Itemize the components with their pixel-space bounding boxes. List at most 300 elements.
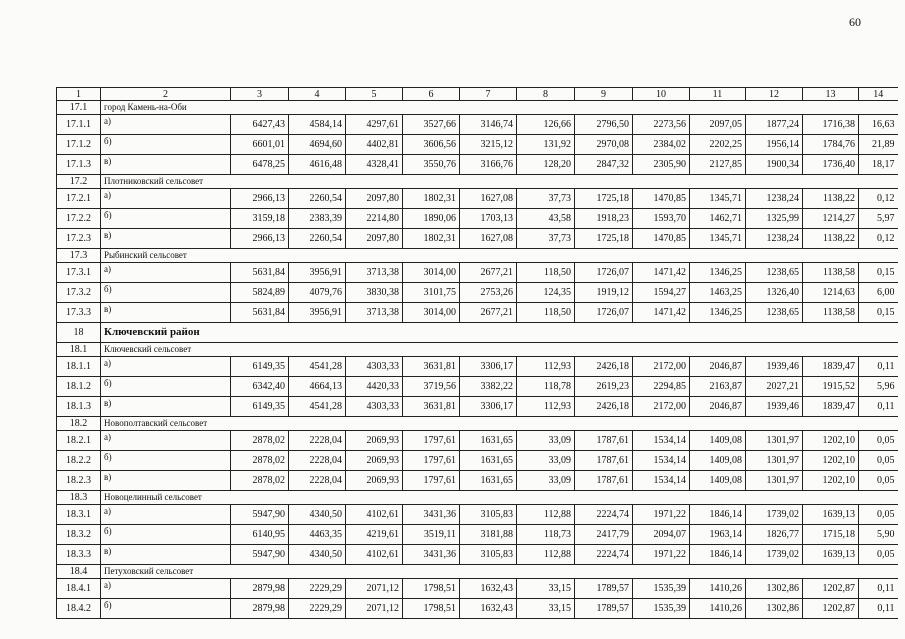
settlement-row [57,565,898,579]
value-cell: 1534,14 [633,431,690,451]
value-cell: 3215,12 [460,135,517,155]
value-cell: 3306,17 [460,357,517,377]
settlement-name: Ключевский сельсовет [101,343,898,357]
value-cell: 124,35 [517,283,575,303]
table-row [57,357,898,377]
value-cell: 1471,42 [633,263,690,283]
value-cell: 3431,36 [403,545,460,565]
row-variant-label: а) [101,189,231,209]
row-code: 17.2.1 [57,189,101,209]
value-cell: 1409,08 [690,471,746,491]
row-code: 17.1 [57,101,101,115]
value-cell: 118,50 [517,303,575,323]
value-cell: 4402,81 [346,135,403,155]
value-cell: 1202,10 [803,471,859,491]
value-cell: 2273,56 [633,115,690,135]
row-variant-label: а) [101,115,231,135]
value-cell: 1787,61 [575,471,633,491]
row-code: 18.1.3 [57,397,101,417]
value-cell: 2305,90 [633,155,690,175]
value-cell: 2879,98 [231,599,289,619]
value-cell: 0,12 [859,229,898,249]
value-cell: 4102,61 [346,545,403,565]
value-cell: 1839,47 [803,397,859,417]
value-cell: 37,73 [517,189,575,209]
row-code: 18.1.1 [57,357,101,377]
value-cell: 1915,52 [803,377,859,397]
column-header: 3 [231,88,289,101]
value-cell: 1534,14 [633,451,690,471]
value-cell: 6478,25 [231,155,289,175]
row-code: 18.4.1 [57,579,101,599]
table-row [57,431,898,451]
value-cell: 2426,18 [575,357,633,377]
value-cell: 33,15 [517,599,575,619]
value-cell: 1302,86 [746,579,803,599]
value-cell: 2224,74 [575,505,633,525]
value-cell: 2847,32 [575,155,633,175]
value-cell: 1736,40 [803,155,859,175]
value-cell: 1784,76 [803,135,859,155]
value-cell: 1632,43 [460,599,517,619]
value-cell: 2619,23 [575,377,633,397]
table-row [57,115,898,135]
value-cell: 1410,26 [690,599,746,619]
table-row [57,599,898,619]
district-name: Ключевский район [101,323,898,343]
column-header: 10 [633,88,690,101]
value-cell: 5,96 [859,377,898,397]
row-code: 17.1.2 [57,135,101,155]
value-cell: 1345,71 [690,229,746,249]
value-cell: 1725,18 [575,229,633,249]
table-row [57,135,898,155]
row-code: 17.2.3 [57,229,101,249]
value-cell: 1919,12 [575,283,633,303]
table-row [57,451,898,471]
settlement-name: Петуховский сельсовет [101,565,898,579]
value-cell: 3306,17 [460,397,517,417]
row-variant-label: б) [101,135,231,155]
row-variant-label: в) [101,545,231,565]
column-header: 14 [859,88,898,101]
value-cell: 2966,13 [231,229,289,249]
value-cell: 5,97 [859,209,898,229]
value-cell: 1631,65 [460,451,517,471]
value-cell: 33,15 [517,579,575,599]
value-cell: 0,11 [859,357,898,377]
value-cell: 1346,25 [690,303,746,323]
value-cell: 1846,14 [690,505,746,525]
value-cell: 2046,87 [690,357,746,377]
header-row [57,88,898,101]
value-cell: 0,12 [859,189,898,209]
page-number: 60 [849,15,861,29]
value-cell: 1138,58 [803,263,859,283]
row-variant-label: а) [101,263,231,283]
value-cell: 2069,93 [346,471,403,491]
value-cell: 4340,50 [289,545,346,565]
settlement-row [57,101,898,115]
value-cell: 2260,54 [289,189,346,209]
row-variant-label: в) [101,155,231,175]
value-cell: 1787,61 [575,451,633,471]
value-cell: 4079,76 [289,283,346,303]
value-cell: 2878,02 [231,471,289,491]
value-cell: 33,09 [517,451,575,471]
value-cell: 1138,22 [803,229,859,249]
value-cell: 1726,07 [575,263,633,283]
value-cell: 43,58 [517,209,575,229]
value-cell: 4616,48 [289,155,346,175]
value-cell: 2097,80 [346,189,403,209]
value-cell: 1627,08 [460,229,517,249]
value-cell: 2229,29 [289,599,346,619]
value-cell: 1534,14 [633,471,690,491]
value-cell: 1138,22 [803,189,859,209]
value-cell: 2384,02 [633,135,690,155]
value-cell: 1345,71 [690,189,746,209]
value-cell: 1470,85 [633,229,690,249]
value-cell: 2878,02 [231,431,289,451]
table-row [57,283,898,303]
row-variant-label: а) [101,579,231,599]
value-cell: 0,05 [859,505,898,525]
value-cell: 2071,12 [346,579,403,599]
value-cell: 1594,27 [633,283,690,303]
value-cell: 1956,14 [746,135,803,155]
value-cell: 3166,76 [460,155,517,175]
value-cell: 3014,00 [403,263,460,283]
value-cell: 2069,93 [346,451,403,471]
column-header: 1 [57,88,101,101]
row-variant-label: в) [101,471,231,491]
row-code: 17.2.2 [57,209,101,229]
value-cell: 37,73 [517,229,575,249]
value-cell: 1798,51 [403,579,460,599]
table-row [57,525,898,545]
value-cell: 112,93 [517,397,575,417]
value-cell: 6,00 [859,283,898,303]
value-cell: 3159,18 [231,209,289,229]
value-cell: 1971,22 [633,505,690,525]
column-header: 8 [517,88,575,101]
value-cell: 2071,12 [346,599,403,619]
value-cell: 2097,05 [690,115,746,135]
value-cell: 2879,98 [231,579,289,599]
value-cell: 1918,23 [575,209,633,229]
value-cell: 2069,93 [346,431,403,451]
settlement-row [57,249,898,263]
value-cell: 1238,65 [746,263,803,283]
value-cell: 3956,91 [289,263,346,283]
value-cell: 1202,10 [803,451,859,471]
value-cell: 1326,40 [746,283,803,303]
value-cell: 0,05 [859,471,898,491]
value-cell: 1301,97 [746,451,803,471]
value-cell: 1471,42 [633,303,690,323]
value-cell: 1846,14 [690,545,746,565]
row-code: 18.3.3 [57,545,101,565]
value-cell: 2094,07 [633,525,690,545]
value-cell: 33,09 [517,431,575,451]
value-cell: 0,05 [859,451,898,471]
value-cell: 6601,01 [231,135,289,155]
value-cell: 118,50 [517,263,575,283]
value-cell: 33,09 [517,471,575,491]
value-cell: 3631,81 [403,397,460,417]
value-cell: 0,05 [859,431,898,451]
value-cell: 1939,46 [746,397,803,417]
table-row [57,397,898,417]
value-cell: 1301,97 [746,431,803,451]
value-cell: 3146,74 [460,115,517,135]
value-cell: 2426,18 [575,397,633,417]
table-row [57,303,898,323]
value-cell: 128,20 [517,155,575,175]
row-variant-label: а) [101,505,231,525]
value-cell: 1725,18 [575,189,633,209]
value-cell: 1302,86 [746,599,803,619]
value-cell: 1739,02 [746,545,803,565]
value-cell: 1410,26 [690,579,746,599]
value-cell: 2417,79 [575,525,633,545]
value-cell: 3105,83 [460,545,517,565]
column-header: 13 [803,88,859,101]
column-header: 6 [403,88,460,101]
value-cell: 1409,08 [690,431,746,451]
value-cell: 1325,99 [746,209,803,229]
settlement-row [57,175,898,189]
row-variant-label: в) [101,397,231,417]
value-cell: 4541,28 [289,397,346,417]
settlement-name: Новоцелинный сельсовет [101,491,898,505]
value-cell: 1463,25 [690,283,746,303]
column-header: 7 [460,88,517,101]
value-cell: 2878,02 [231,451,289,471]
value-cell: 2228,04 [289,471,346,491]
value-cell: 2224,74 [575,545,633,565]
value-cell: 3713,38 [346,263,403,283]
row-variant-label: б) [101,377,231,397]
row-code: 18.3 [57,491,101,505]
table-row [57,263,898,283]
value-cell: 1639,13 [803,505,859,525]
district-row [57,323,898,343]
value-cell: 4219,61 [346,525,403,545]
value-cell: 1971,22 [633,545,690,565]
row-code: 18.2 [57,417,101,431]
value-cell: 2172,00 [633,357,690,377]
column-header: 5 [346,88,403,101]
settlement-row [57,417,898,431]
value-cell: 1238,24 [746,229,803,249]
row-code: 17.2 [57,175,101,189]
row-code: 17.1.1 [57,115,101,135]
row-variant-label: в) [101,229,231,249]
value-cell: 1535,39 [633,599,690,619]
table-row [57,229,898,249]
value-cell: 2214,80 [346,209,403,229]
value-cell: 2097,80 [346,229,403,249]
value-cell: 4328,41 [346,155,403,175]
value-cell: 3431,36 [403,505,460,525]
value-cell: 1462,71 [690,209,746,229]
value-cell: 0,11 [859,397,898,417]
value-cell: 3105,83 [460,505,517,525]
row-code: 18.2.2 [57,451,101,471]
value-cell: 4303,33 [346,397,403,417]
value-cell: 4664,13 [289,377,346,397]
value-cell: 1346,25 [690,263,746,283]
value-cell: 6427,43 [231,115,289,135]
value-cell: 21,89 [859,135,898,155]
value-cell: 3382,22 [460,377,517,397]
value-cell: 2127,85 [690,155,746,175]
value-cell: 1798,51 [403,599,460,619]
value-cell: 3519,11 [403,525,460,545]
table-row [57,579,898,599]
row-code: 18 [57,323,101,343]
value-cell: 5947,90 [231,545,289,565]
value-cell: 1900,34 [746,155,803,175]
column-header: 9 [575,88,633,101]
column-header: 2 [101,88,231,101]
row-code: 18.1 [57,343,101,357]
column-header: 11 [690,88,746,101]
value-cell: 1726,07 [575,303,633,323]
value-cell: 1789,57 [575,579,633,599]
value-cell: 6149,35 [231,397,289,417]
tariff-table [56,87,898,619]
row-variant-label: а) [101,431,231,451]
value-cell: 5631,84 [231,303,289,323]
value-cell: 1802,31 [403,189,460,209]
value-cell: 2027,21 [746,377,803,397]
row-code: 18.4 [57,565,101,579]
value-cell: 1797,61 [403,451,460,471]
value-cell: 1939,46 [746,357,803,377]
value-cell: 3014,00 [403,303,460,323]
value-cell: 2163,87 [690,377,746,397]
value-cell: 2966,13 [231,189,289,209]
row-code: 17.3.2 [57,283,101,303]
value-cell: 5824,89 [231,283,289,303]
value-cell: 1632,43 [460,579,517,599]
value-cell: 0,15 [859,303,898,323]
value-cell: 2970,08 [575,135,633,155]
value-cell: 4463,35 [289,525,346,545]
value-cell: 1797,61 [403,471,460,491]
value-cell: 1202,10 [803,431,859,451]
row-variant-label: в) [101,303,231,323]
settlement-row [57,491,898,505]
value-cell: 1470,85 [633,189,690,209]
value-cell: 112,93 [517,357,575,377]
value-cell: 2677,21 [460,263,517,283]
value-cell: 2202,25 [690,135,746,155]
value-cell: 1238,24 [746,189,803,209]
value-cell: 5947,90 [231,505,289,525]
value-cell: 1535,39 [633,579,690,599]
value-cell: 2229,29 [289,579,346,599]
value-cell: 1877,24 [746,115,803,135]
value-cell: 0,11 [859,599,898,619]
value-cell: 1890,06 [403,209,460,229]
value-cell: 4420,33 [346,377,403,397]
value-cell: 4541,28 [289,357,346,377]
value-cell: 3713,38 [346,303,403,323]
value-cell: 3719,56 [403,377,460,397]
value-cell: 131,92 [517,135,575,155]
value-cell: 1214,63 [803,283,859,303]
value-cell: 1409,08 [690,451,746,471]
table-row [57,189,898,209]
value-cell: 2383,39 [289,209,346,229]
table-row [57,209,898,229]
value-cell: 1593,70 [633,209,690,229]
value-cell: 2753,26 [460,283,517,303]
settlement-name: город Камень-на-Оби [101,101,898,115]
value-cell: 4340,50 [289,505,346,525]
value-cell: 4584,14 [289,115,346,135]
value-cell: 0,15 [859,263,898,283]
value-cell: 4303,33 [346,357,403,377]
value-cell: 2046,87 [690,397,746,417]
settlement-name: Плотниковский сельсовет [101,175,898,189]
value-cell: 1301,97 [746,471,803,491]
row-code: 17.1.3 [57,155,101,175]
value-cell: 1839,47 [803,357,859,377]
value-cell: 3830,38 [346,283,403,303]
value-cell: 5631,84 [231,263,289,283]
value-cell: 1789,57 [575,599,633,619]
value-cell: 2172,00 [633,397,690,417]
value-cell: 2677,21 [460,303,517,323]
value-cell: 3181,88 [460,525,517,545]
value-cell: 2228,04 [289,431,346,451]
settlement-name: Новополтавский сельсовет [101,417,898,431]
table-row [57,471,898,491]
value-cell: 1238,65 [746,303,803,323]
value-cell: 2260,54 [289,229,346,249]
value-cell: 1639,13 [803,545,859,565]
value-cell: 3631,81 [403,357,460,377]
value-cell: 18,17 [859,155,898,175]
value-cell: 1214,27 [803,209,859,229]
value-cell: 6140,95 [231,525,289,545]
value-cell: 118,73 [517,525,575,545]
row-variant-label: б) [101,599,231,619]
value-cell: 3550,76 [403,155,460,175]
row-code: 17.3.1 [57,263,101,283]
value-cell: 118,78 [517,377,575,397]
settlement-row [57,343,898,357]
value-cell: 6342,40 [231,377,289,397]
value-cell: 112,88 [517,545,575,565]
value-cell: 4694,60 [289,135,346,155]
value-cell: 2796,50 [575,115,633,135]
settlement-name: Рыбинский сельсовет [101,249,898,263]
value-cell: 1631,65 [460,431,517,451]
table-row [57,505,898,525]
value-cell: 1716,38 [803,115,859,135]
value-cell: 126,66 [517,115,575,135]
value-cell: 0,11 [859,579,898,599]
row-variant-label: б) [101,283,231,303]
value-cell: 0,05 [859,545,898,565]
row-variant-label: б) [101,451,231,471]
